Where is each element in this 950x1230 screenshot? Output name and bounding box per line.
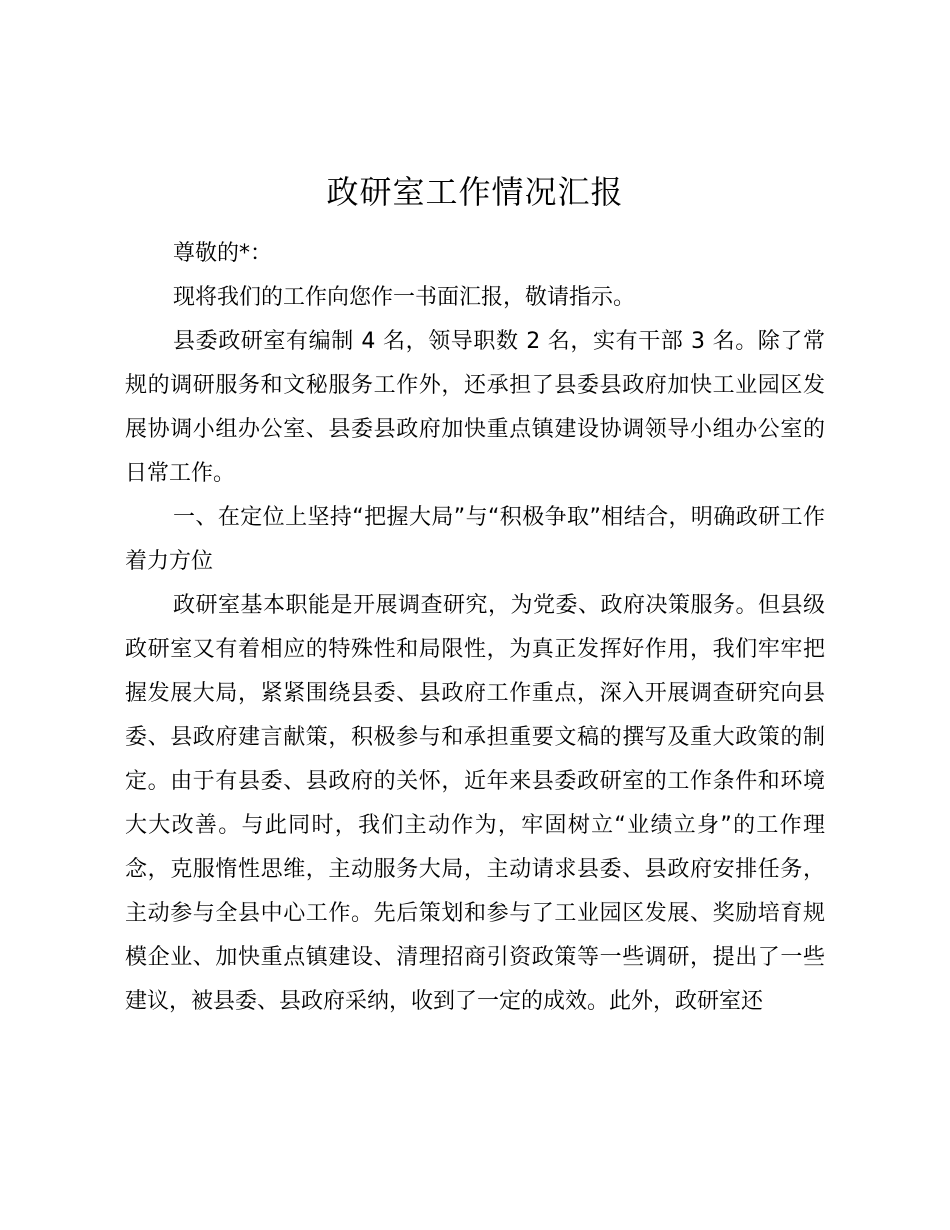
salutation-paragraph: 尊敬的*： bbox=[173, 241, 273, 266]
document-title: 政研室工作情况汇报 bbox=[326, 173, 624, 211]
staffing-paragraph: 县委政研室有编制 4 名，领导职数 2 名，实有干部 3 名。除了常规的调研服务和文秘服务工作外，还承担了县委县政府加快工业园区发展协调小组办公室、县委县政府加快重点镇建设协调领导小组办公室的日常工作。 bbox=[125, 329, 825, 486]
intro-paragraph: 现将我们的工作向您作一书面汇报，敬请指示。 bbox=[173, 285, 636, 310]
document-body bbox=[125, 232, 825, 1024]
section-heading-1: 一、在定位上坚持“把握大局”与“积极争取”相结合，明确政研工作着力方位 bbox=[125, 505, 825, 574]
body-paragraph: 政研室基本职能是开展调查研究，为党委、政府决策服务。但县级政研室又有着相应的特殊性和局限性，为真正发挥好作用，我们牢牢把握发展大局，紧紧围绕县委、县政府工作重点，深入开展调查研究向县委、县政府建言献策，积极参与和承担重要文稿的撰写及重大政策的制定。由于有县委、县政府的关怀，近年来县委政研室的工作条件和环境大大改善。与此同时，我们主动作为，牢固树立“业绩立身”的工作理念，克服惰性思维，主动服务大局，主动请求县委、县政府安排任务，主动参与全县中心工作。先后策划和参与了工业园区发展、奖励培育规模企业、加快重点镇建设、清理招商引资政策等一些调研，提出了一些建议，被县委、县政府采纳，收到了一定的成效。此外，政研室还 bbox=[125, 593, 825, 1014]
